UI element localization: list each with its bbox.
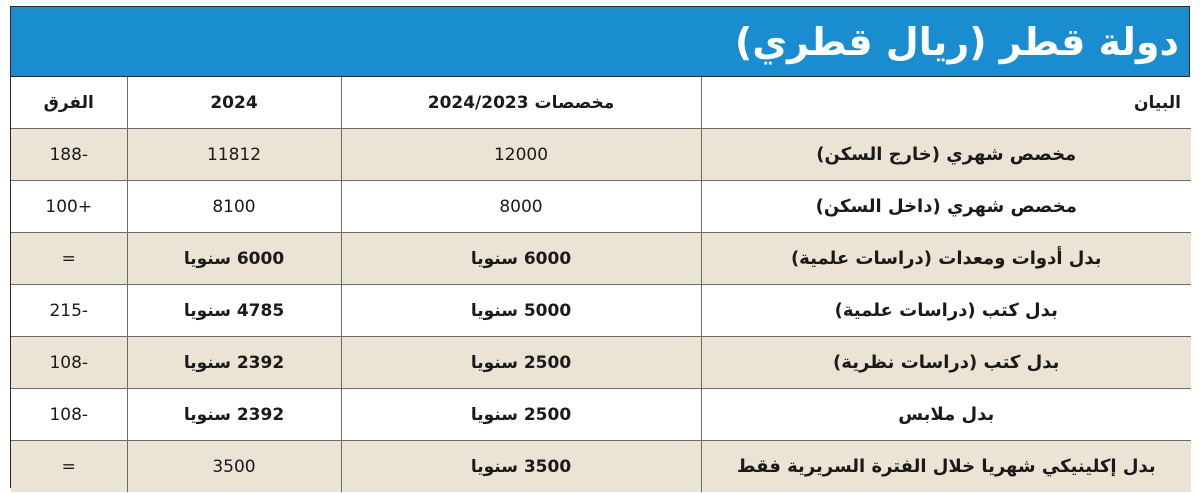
- title-bar: [11, 7, 1189, 77]
- row-label: بدل كتب (دراسات علمية): [701, 285, 1191, 337]
- row-diff: =: [11, 441, 127, 493]
- row-diff: =: [11, 233, 127, 285]
- row-diff: 100+: [11, 181, 127, 233]
- row-allocation: 2500 سنويا: [341, 337, 701, 389]
- row-allocation: 12000: [341, 129, 701, 181]
- row-label: بدل إكلينيكي شهريا خلال الفترة السريرية فقط: [701, 441, 1191, 493]
- row-allocation: 6000 سنويا: [341, 233, 701, 285]
- table-row: [11, 389, 1191, 441]
- row-year: 8100: [127, 181, 341, 233]
- allowances-table-frame: [10, 6, 1190, 488]
- row-label: بدل كتب (دراسات نظرية): [701, 337, 1191, 389]
- row-allocation: 3500 سنويا: [341, 441, 701, 493]
- row-diff: 108-: [11, 389, 127, 441]
- row-diff: 108-: [11, 337, 127, 389]
- row-label: مخصص شهري (خارج السكن): [701, 129, 1191, 181]
- column-header-label: البيان: [701, 77, 1191, 129]
- table-row: [11, 233, 1191, 285]
- table-header-row: [11, 77, 1191, 129]
- allowances-table: [11, 77, 1191, 492]
- row-year: 6000 سنويا: [127, 233, 341, 285]
- row-year: 11812: [127, 129, 341, 181]
- column-header-allocation: مخصصات 2024/2023: [341, 77, 701, 129]
- table-row: [11, 129, 1191, 181]
- row-year: 4785 سنويا: [127, 285, 341, 337]
- column-header-diff: الفرق: [11, 77, 127, 129]
- table-row: [11, 441, 1191, 493]
- table-row: [11, 337, 1191, 389]
- row-year: 3500: [127, 441, 341, 493]
- row-label: مخصص شهري (داخل السكن): [701, 181, 1191, 233]
- row-diff: 215-: [11, 285, 127, 337]
- row-allocation: 5000 سنويا: [341, 285, 701, 337]
- row-year: 2392 سنويا: [127, 389, 341, 441]
- row-label: بدل ملابس: [701, 389, 1191, 441]
- row-allocation: 8000: [341, 181, 701, 233]
- row-allocation: 2500 سنويا: [341, 389, 701, 441]
- page-title: دولة قطر (ريال قطري): [734, 19, 1179, 64]
- column-header-year: 2024: [127, 77, 341, 129]
- row-diff: 188-: [11, 129, 127, 181]
- row-year: 2392 سنويا: [127, 337, 341, 389]
- table-row: [11, 181, 1191, 233]
- row-label: بدل أدوات ومعدات (دراسات علمية): [701, 233, 1191, 285]
- table-row: [11, 285, 1191, 337]
